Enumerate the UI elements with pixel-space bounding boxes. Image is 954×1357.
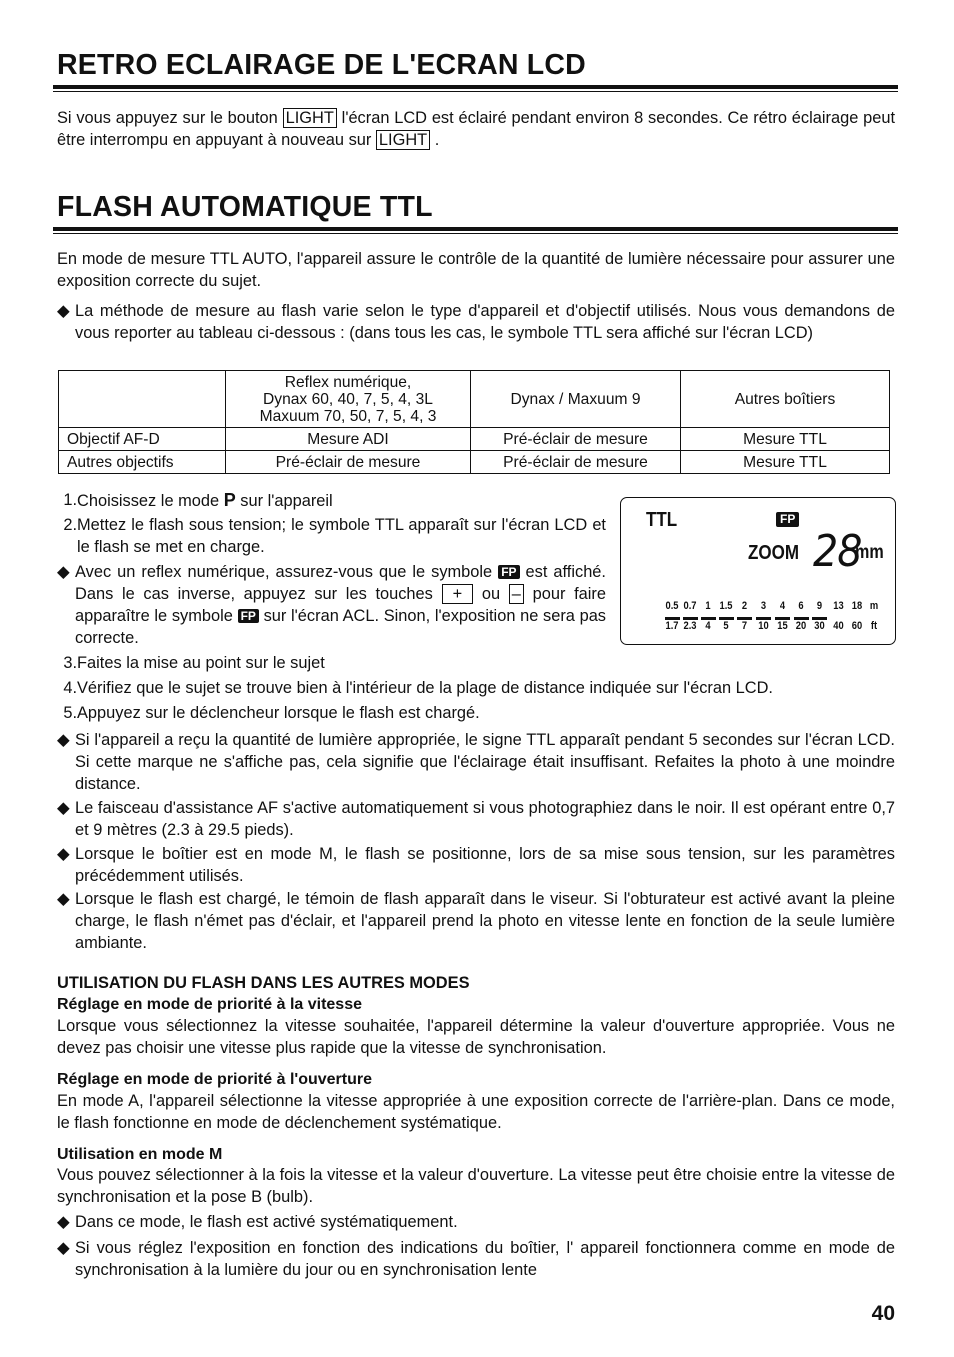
- ttl-bullet: ◆ La méthode de mesure au flash varie selon le type d'appareil et d'objectif utilisés. Nous vous demandons de vous reporter au tableau ci-dessous : (dans tous les cas, le symbole TTL sera affiché sur l'écran LCD): [57, 302, 895, 342]
- lcd-scale-label: 5: [723, 620, 729, 632]
- lcd-scale-meters: [663, 600, 882, 612]
- subheading-manual-mode: Utilisation en mode M: [57, 1146, 223, 1163]
- lcd-scale-label: m: [869, 600, 879, 612]
- lcd-display: [620, 497, 896, 645]
- lcd-scale-label: 3: [760, 600, 767, 612]
- fp-icon: FP: [238, 609, 259, 623]
- step-2: 2. Mettez le flash sous tension; le symbole TTL apparaît sur l'écran LCD et le flash se met en charge.: [63, 516, 606, 556]
- page-number: 40: [871, 1302, 895, 1325]
- subheading-aperture-priority: Réglage en mode de priorité à l'ouverture: [57, 1071, 372, 1088]
- lcd-fp-icon: FP: [776, 512, 799, 527]
- list-item: ◆ Dans ce mode, le flash est activé systématiquement.: [57, 1213, 458, 1231]
- bullet-diamond-icon: ◆: [57, 799, 70, 817]
- metering-table: [58, 370, 890, 474]
- title-rule: [53, 85, 898, 92]
- table-cell: Autres boîtiers: [681, 371, 890, 428]
- bullet-diamond-icon: ◆: [57, 731, 70, 749]
- table-row: [59, 451, 890, 474]
- title-rule: [53, 227, 898, 234]
- table-cell: Reflex numérique, Dynax 60, 40, 7, 5, 4, 3L Maxuum 70, 50, 7, 5, 4, 3: [226, 371, 471, 428]
- lcd-scale-label: 10: [758, 620, 769, 632]
- lcd-zoom-label: ZOOM: [748, 542, 799, 564]
- section-title-ttl-flash: FLASH AUTOMATIQUE TTL: [57, 191, 433, 223]
- fp-bullet: ◆ Avec un reflex numérique, assurez-vous que le symbole FP est affiché. Dans le cas inverse, appuyez sur les touches + ou – pour faire apparaître le symbole FP sur l'écran ACL. Sinon, l'exposition ne sera pas correcte.: [57, 563, 607, 647]
- backlight-paragraph: Si vous appuyez sur le bouton LIGHT l'écran LCD est éclairé pendant environ 8 secondes. Ce rétro éclairage peut être interrompu en appuyant à nouveau sur LIGHT .: [57, 109, 895, 149]
- lcd-scale-label: 7: [741, 620, 748, 632]
- lcd-scale-label: 1: [705, 600, 711, 612]
- plus-key: +: [442, 584, 474, 604]
- bullet-diamond-icon: ◆: [57, 1239, 70, 1257]
- lcd-scale-label: 4: [779, 600, 786, 612]
- lcd-scale-feet: [663, 620, 882, 632]
- minus-key: –: [509, 584, 524, 604]
- lcd-zoom-unit: mm: [855, 542, 884, 563]
- lcd-scale-label: 2.3: [683, 620, 697, 632]
- list-item: ◆ Si l'appareil a reçu la quantité de lumière appropriée, le signe TTL apparaît pendant 5 secondes sur l'écran LCD. Si cette marque ne s'affiche pas, cela signifie que l'éclairage était insuffisant. Refaites la photo à une moindre distance.: [57, 731, 895, 793]
- lcd-scale-label: 30: [814, 620, 825, 632]
- bullet-diamond-icon: ◆: [57, 890, 70, 908]
- table-row: [59, 428, 890, 451]
- list-item: ◆ Lorsque le boîtier est en mode M, le flash se positionne, lors de sa mise sous tension, sur les paramètres précédemment utilisés.: [57, 845, 895, 885]
- section-title-lcd-backlight: RETRO ECLAIRAGE DE L'ECRAN LCD: [57, 49, 586, 81]
- list-item: ◆ Le faisceau d'assistance AF s'active automatiquement si vous photographiez dans le noir. Il est opérant entre 0,7 et 9 mètres (2.3 à 29.5 pieds).: [57, 799, 895, 839]
- list-item: ◆ Si vous réglez l'exposition en fonction des indications du boîtier, l' appareil fonctionnera comme en mode de synchronisation à la lumière du jour ou en synchronisation lente: [57, 1239, 895, 1279]
- fp-icon: FP: [498, 565, 519, 579]
- table-cell: Dynax / Maxuum 9: [471, 371, 681, 428]
- lcd-scale-label: 4: [705, 620, 711, 632]
- table-cell: Mesure TTL: [681, 451, 890, 474]
- bullet-diamond-icon: ◆: [57, 563, 70, 581]
- table-cell: Pré-éclair de mesure: [471, 428, 681, 451]
- ttl-intro: En mode de mesure TTL AUTO, l'appareil assure le contrôle de la quantité de lumière nécessaire pour assurer une exposition correcte du sujet.: [57, 250, 895, 290]
- lcd-scale-label: 0.7: [683, 600, 697, 612]
- table-cell: Objectif AF-D: [59, 428, 226, 451]
- lcd-scale-label: 1.5: [719, 600, 733, 612]
- manual-mode-paragraph: Vous pouvez sélectionner à la fois la vitesse et la valeur d'ouverture. La vitesse peut être choisie entre la vitesse de synchronisation et la pose B (bulb).: [57, 1166, 895, 1206]
- lcd-scale-label: 40: [833, 620, 844, 632]
- mode-p-icon: P: [223, 490, 236, 510]
- step-3: 3. Faites la mise au point sur le sujet: [63, 654, 325, 672]
- aperture-priority-paragraph: En mode A, l'appareil sélectionne la vitesse appropriée à une exposition correcte de l'arrière-plan. Dans ce mode, le flash fonctionne en mode de déclenchement systématique.: [57, 1092, 895, 1132]
- light-key: LIGHT: [376, 130, 430, 150]
- list-item: ◆ Lorsque le flash est chargé, le témoin de flash apparaît dans le viseur. Si l'obturateur est activé avant la pleine charge, le flash n'émet pas d'éclair, et l'appareil prend la photo en vitesse lente en fonction de la seule lumière ambiante.: [57, 890, 895, 952]
- table-cell: Mesure ADI: [226, 428, 471, 451]
- lcd-scale-label: 13: [833, 600, 844, 612]
- lcd-scale-label: 0.5: [665, 600, 679, 612]
- lcd-scale-label: ft: [870, 620, 878, 632]
- lcd-scale-label: 6: [798, 600, 804, 612]
- lcd-scale-label: 60: [851, 620, 863, 632]
- shutter-priority-paragraph: Lorsque vous sélectionnez la vitesse souhaitée, l'appareil détermine la valeur d'ouverture appropriée. Vous ne devez pas choisir une vitesse plus rapide que la vitesse de synchronisation.: [57, 1017, 895, 1057]
- bullet-diamond-icon: ◆: [57, 845, 70, 863]
- bullet-diamond-icon: ◆: [57, 302, 70, 320]
- step-1: 1. Choisissez le mode P sur l'appareil: [63, 490, 333, 510]
- table-header-row: [59, 371, 890, 428]
- table-cell: Autres objectifs: [59, 451, 226, 474]
- bullet-diamond-icon: ◆: [57, 1213, 70, 1231]
- lcd-zoom-value: 28: [813, 526, 862, 577]
- table-cell: Pré-éclair de mesure: [226, 451, 471, 474]
- table-cell: Mesure TTL: [681, 428, 890, 451]
- subheading-shutter-priority: Réglage en mode de priorité à la vitesse: [57, 996, 362, 1013]
- lcd-ttl: TTL: [646, 509, 678, 531]
- lcd-scale-label: 15: [777, 620, 788, 632]
- table-cell: [59, 371, 226, 428]
- table-cell: Pré-éclair de mesure: [471, 451, 681, 474]
- step-4: 4. Vérifiez que le sujet se trouve bien à l'intérieur de la plage de distance indiquée sur l'écran LCD.: [63, 679, 773, 697]
- section-title-other-modes: UTILISATION DU FLASH DANS LES AUTRES MODES: [57, 974, 470, 992]
- lcd-scale-label: 1.7: [665, 620, 679, 632]
- step-5: 5. Appuyez sur le déclencheur lorsque le flash est chargé.: [63, 704, 480, 722]
- lcd-scale-label: 18: [851, 600, 863, 612]
- lcd-scale-label: 2: [741, 600, 748, 612]
- lcd-scale-label: 20: [795, 620, 807, 632]
- light-key: LIGHT: [283, 108, 337, 128]
- lcd-scale-label: 9: [816, 600, 823, 612]
